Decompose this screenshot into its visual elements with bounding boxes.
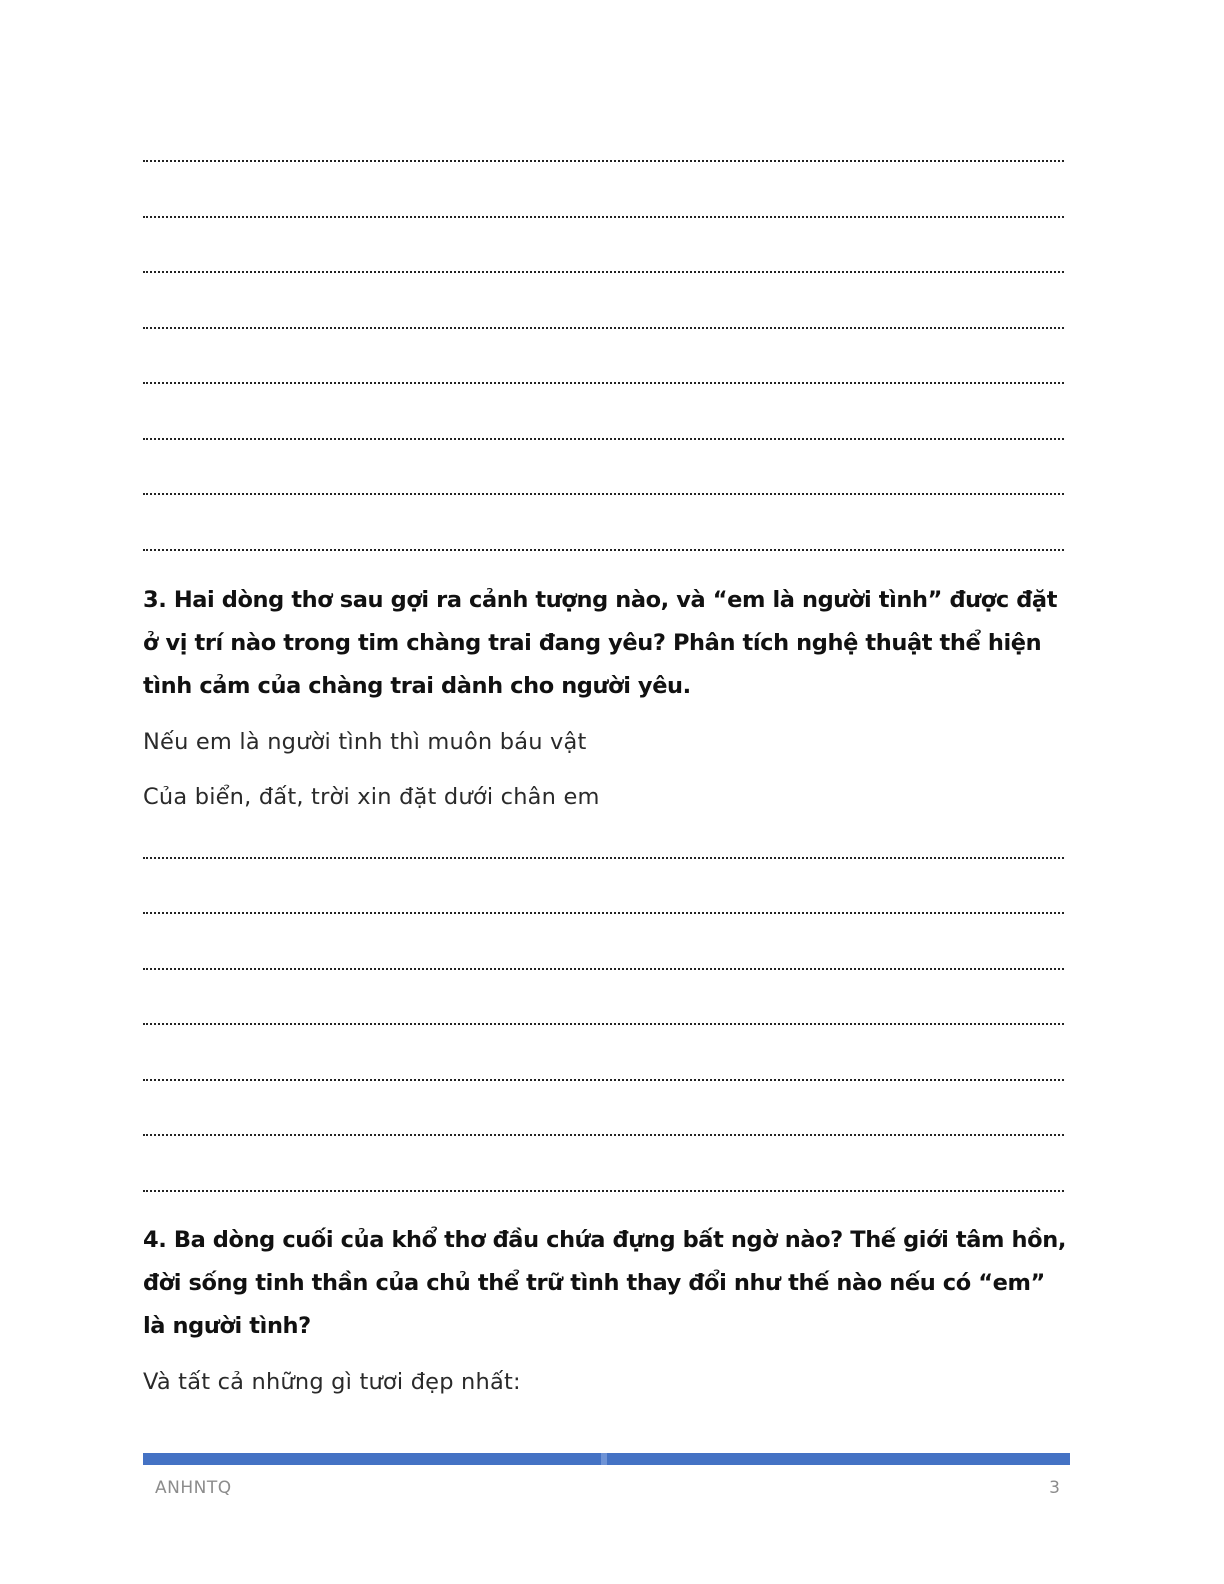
answer-line[interactable]	[143, 1023, 1064, 1025]
answer-line[interactable]	[143, 327, 1064, 329]
answer-line[interactable]	[143, 857, 1064, 859]
footer-bar-gap	[601, 1453, 607, 1465]
answer-line[interactable]	[143, 216, 1064, 218]
verse-line: Của biển, đất, trời xin đặt dưới chân em	[143, 784, 600, 810]
answer-line[interactable]	[143, 160, 1064, 162]
question-3: 3. Hai dòng thơ sau gợi ra cảnh tượng nào, và “em là người tình” được đặt ở vị trí nào trong tim chàng trai đang yêu? Phân tích nghệ thuật thể hiện tình cảm của chàng trai dành cho người yêu.	[143, 587, 1058, 699]
verse-line: Nếu em là người tình thì muôn báu vật	[143, 729, 587, 755]
answer-line[interactable]	[143, 968, 1064, 970]
answer-line[interactable]	[143, 493, 1064, 495]
question-4: 4. Ba dòng cuối của khổ thơ đầu chứa đựng bất ngờ nào? Thế giới tâm hồn, đời sống tinh thần của chủ thể trữ tình thay đổi như thế nào nếu có “em” là người tình?	[143, 1227, 1066, 1339]
answer-line[interactable]	[143, 271, 1064, 273]
footer-divider-bar	[143, 1453, 1070, 1465]
answer-line[interactable]	[143, 1134, 1064, 1136]
page-number: 3	[1049, 1478, 1060, 1498]
answer-line[interactable]	[143, 382, 1064, 384]
answer-line[interactable]	[143, 1190, 1064, 1192]
answer-line[interactable]	[143, 1079, 1064, 1081]
answer-line[interactable]	[143, 912, 1064, 914]
answer-line[interactable]	[143, 549, 1064, 551]
verse-line: Và tất cả những gì tươi đẹp nhất:	[143, 1369, 521, 1395]
answer-line[interactable]	[143, 438, 1064, 440]
footer-author: ANHNTQ	[155, 1478, 232, 1498]
